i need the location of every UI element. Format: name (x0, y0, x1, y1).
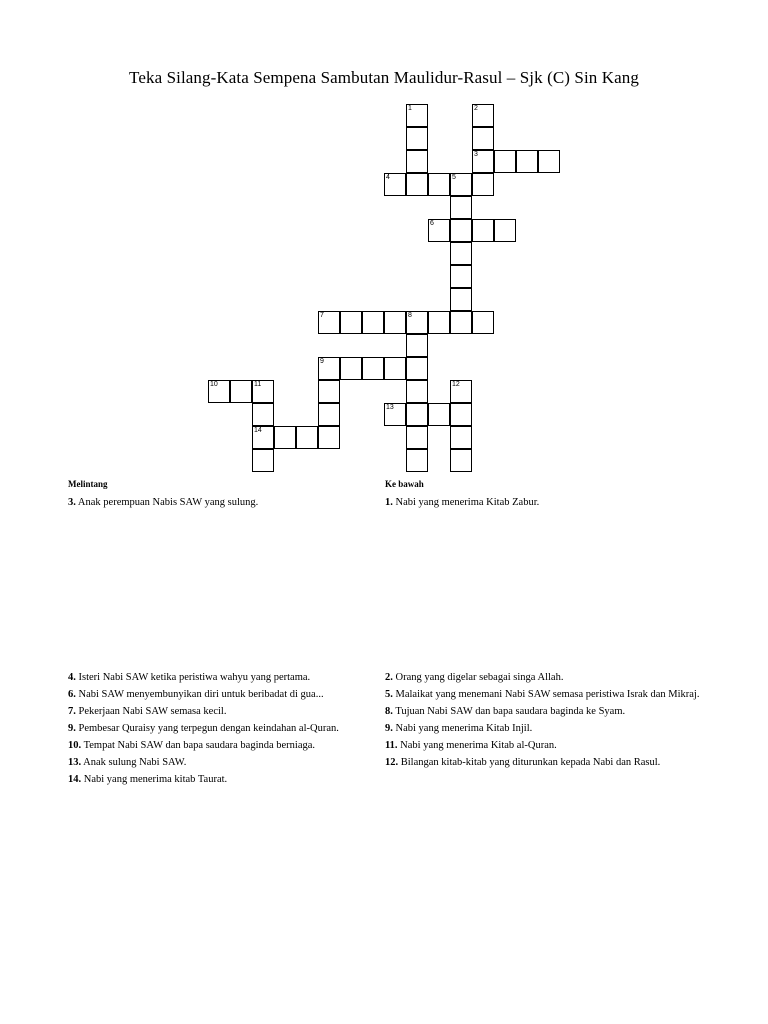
grid-cell[interactable] (252, 426, 274, 449)
grid-cell[interactable] (450, 242, 472, 265)
grid-cell[interactable] (406, 449, 428, 472)
grid-cell[interactable] (406, 127, 428, 150)
clue-down-2: 2. Orang yang digelar sebagai singa Allah. (385, 672, 564, 683)
grid-cell[interactable] (252, 403, 274, 426)
grid-cell[interactable] (252, 380, 274, 403)
clue-across-4: 4. Isteri Nabi SAW ketika peristiwa wahyu yang pertama. (68, 672, 311, 683)
grid-cell[interactable] (318, 403, 340, 426)
grid-cell[interactable] (428, 173, 450, 196)
cell-number: 7 (320, 312, 324, 319)
grid-cell[interactable] (472, 219, 494, 242)
grid-cell[interactable] (340, 311, 362, 334)
cell-number: 2 (474, 105, 478, 112)
cell-number: 10 (210, 381, 218, 388)
grid-cell[interactable] (450, 403, 472, 426)
grid-cell[interactable] (494, 150, 516, 173)
grid-cell[interactable] (406, 357, 428, 380)
grid-cell[interactable] (472, 127, 494, 150)
cell-number: 5 (452, 174, 456, 181)
grid-cell[interactable] (450, 311, 472, 334)
grid-cell[interactable] (406, 426, 428, 449)
clue-across-6: 6. Nabi SAW menyembunyikan diri untuk beribadat di gua... (68, 689, 324, 700)
grid-cell[interactable] (406, 311, 428, 334)
across-clues-top (68, 496, 398, 513)
grid-cell[interactable] (428, 219, 450, 242)
grid-cell[interactable] (384, 357, 406, 380)
clue-down-1: 1. Nabi yang menerima Kitab Zabur. (385, 497, 540, 508)
cell-number: 9 (320, 358, 324, 365)
clue-down-11: 11. Nabi yang menerima Kitab al-Quran. (385, 740, 557, 751)
grid-cell[interactable] (450, 426, 472, 449)
grid-cell[interactable] (318, 426, 340, 449)
clue-down-9: 9. Nabi yang menerima Kitab Injil. (385, 723, 533, 734)
down-clues-top (385, 496, 715, 513)
grid-cell[interactable] (406, 104, 428, 127)
grid-cell[interactable] (428, 403, 450, 426)
grid-cell[interactable] (340, 357, 362, 380)
clue-down-8: 8. Tujuan Nabi SAW dan bapa saudara baginda ke Syam. (385, 706, 626, 717)
grid-cell[interactable] (472, 104, 494, 127)
clue-across-13: 13. Anak sulung Nabi SAW. (68, 757, 187, 768)
grid-cell[interactable] (274, 426, 296, 449)
grid-cell[interactable] (318, 311, 340, 334)
cell-number: 13 (386, 404, 394, 411)
grid-cell[interactable] (318, 357, 340, 380)
cell-number: 8 (408, 312, 412, 319)
grid-cell[interactable] (296, 426, 318, 449)
grid-cell[interactable] (472, 150, 494, 173)
grid-cell[interactable] (494, 219, 516, 242)
grid-cell[interactable] (538, 150, 560, 173)
cell-number: 6 (430, 220, 434, 227)
cell-number: 12 (452, 381, 460, 388)
grid-cell[interactable] (450, 196, 472, 219)
grid-cell[interactable] (406, 403, 428, 426)
grid-cell[interactable] (516, 150, 538, 173)
down-heading: Ke bawah (385, 479, 424, 489)
grid-cell[interactable] (362, 311, 384, 334)
grid-cell[interactable] (450, 380, 472, 403)
grid-cell[interactable] (450, 219, 472, 242)
grid-cell[interactable] (384, 311, 406, 334)
cell-number: 1 (408, 105, 412, 112)
grid-cell[interactable] (450, 173, 472, 196)
across-clues (68, 671, 398, 790)
clue-across-9: 9. Pembesar Quraisy yang terpegun dengan keindahan al-Quran. (68, 723, 339, 734)
grid-cell[interactable] (450, 265, 472, 288)
grid-cell[interactable] (208, 380, 230, 403)
clue-down-5: 5. Malaikat yang menemani Nabi SAW semasa peristiwa Israk dan Mikraj. (385, 689, 700, 700)
grid-cell[interactable] (406, 380, 428, 403)
grid-cell[interactable] (406, 334, 428, 357)
grid-cell[interactable] (472, 311, 494, 334)
grid-cell[interactable] (472, 173, 494, 196)
clue-across-3: 3. Anak perempuan Nabis SAW yang sulung. (68, 497, 259, 508)
grid-cell[interactable] (230, 380, 252, 403)
grid-cell[interactable] (318, 380, 340, 403)
grid-cell[interactable] (384, 403, 406, 426)
down-clues (385, 671, 705, 773)
clue-down-12: 12. Bilangan kitab-kitab yang diturunkan kepada Nabi dan Rasul. (385, 757, 661, 768)
clue-across-14: 14. Nabi yang menerima kitab Taurat. (68, 774, 228, 785)
page-title: Teka Silang-Kata Sempena Sambutan Maulidur-Rasul – Sjk (C) Sin Kang (129, 68, 639, 87)
crossword-grid (0, 0, 768, 480)
clue-across-10: 10. Tempat Nabi SAW dan bapa saudara baginda berniaga. (68, 740, 316, 751)
grid-cell[interactable] (362, 357, 384, 380)
grid-cell[interactable] (450, 288, 472, 311)
cell-number: 3 (474, 151, 478, 158)
grid-cell[interactable] (406, 173, 428, 196)
clue-across-7: 7. Pekerjaan Nabi SAW semasa kecil. (68, 706, 227, 717)
grid-cell[interactable] (252, 449, 274, 472)
grid-cell[interactable] (384, 173, 406, 196)
across-heading: Melintang (68, 479, 108, 489)
cell-number: 4 (386, 174, 390, 181)
cell-number: 14 (254, 427, 262, 434)
grid-cell[interactable] (450, 449, 472, 472)
grid-cell[interactable] (406, 150, 428, 173)
grid-cell[interactable] (428, 311, 450, 334)
cell-number: 11 (254, 381, 262, 388)
